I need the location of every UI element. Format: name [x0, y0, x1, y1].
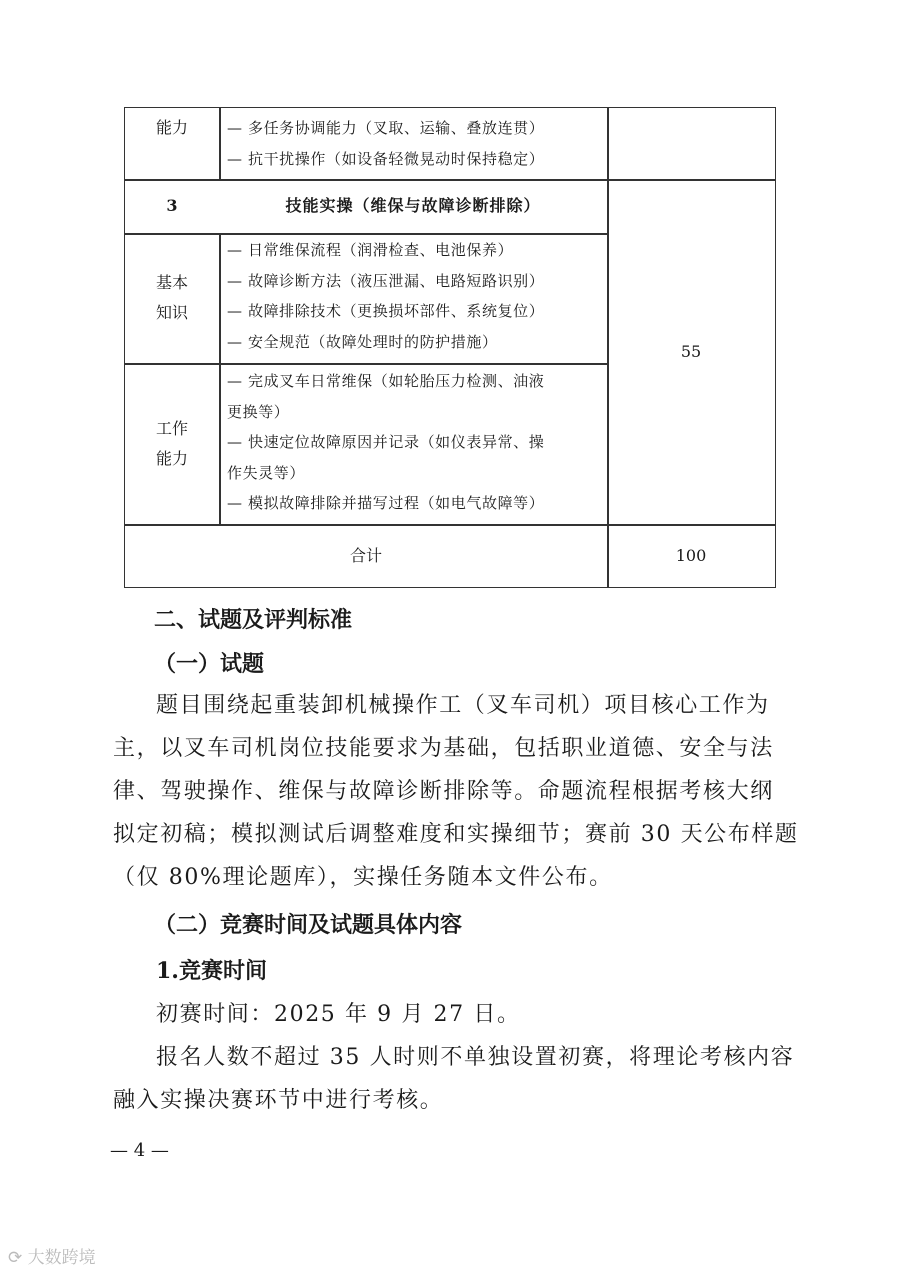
section-title-cell — [219, 179, 607, 233]
total-score: 100 — [675, 545, 707, 565]
paragraph-line: 题目围绕起重装卸机械操作工（叉车司机）项目核心工作为 — [156, 693, 770, 718]
paragraph — [113, 727, 799, 899]
category-cell — [125, 363, 219, 524]
category-cell — [125, 108, 219, 148]
subsection-heading: （一）试题 — [154, 651, 265, 677]
subsection-heading: 1.竞赛时间 — [156, 958, 267, 984]
paragraph-line: 融入实操决赛环节中进行考核。 — [113, 1088, 444, 1113]
table-divider — [219, 108, 221, 179]
list-item: — 故障排除技术（更换损坏部件、系统复位） — [227, 302, 545, 320]
paragraph-line: （仅 80%理论题库），实操任务随本文件公布。 — [113, 865, 613, 890]
paragraph — [113, 1079, 443, 1122]
paragraph-line: 律、驾驶操作、维保与故障诊断排除等。命题流程根据考核大纲 — [113, 779, 774, 804]
list-item: 更换等） — [227, 402, 290, 421]
list-item: — 模拟故障排除并描写过程（如电气故障等） — [227, 494, 545, 512]
table-divider — [219, 233, 221, 524]
list-item: — 多任务协调能力（叉取、运输、叠放连贯） — [227, 119, 545, 137]
section-title: 技能实操（维保与故障诊断排除） — [285, 196, 541, 215]
score-value: 55 — [680, 341, 702, 361]
total-label: 合计 — [349, 545, 382, 565]
list-item: — 安全规范（故障处理时的防护措施） — [227, 332, 498, 351]
paragraph: 初赛时间：2025 年 9 月 27 日。 — [156, 1002, 521, 1027]
paragraph — [156, 684, 770, 727]
section-heading: 二、试题及评判标准 — [154, 607, 353, 633]
item-list — [227, 366, 544, 519]
list-item: — 完成叉车日常维保（如轮胎压力检测、油液 — [227, 372, 545, 390]
total-score-cell — [607, 524, 775, 587]
total-label-cell — [125, 524, 607, 587]
paragraph-line: 主，以叉车司机岗位技能要求为基础，包括职业道德、安全与法 — [113, 736, 774, 761]
score-cell — [607, 179, 775, 524]
watermark — [8, 1243, 96, 1268]
paragraph — [156, 1036, 794, 1079]
section-number-cell — [125, 179, 219, 233]
section-number: 3 — [166, 196, 178, 215]
category-label: 知识 — [155, 303, 188, 322]
list-item: — 故障诊断方法（液压泄漏、电路短路识别） — [227, 271, 545, 290]
item-list — [227, 235, 544, 357]
watermark-logo-icon: ⟳ — [8, 1248, 28, 1268]
paragraph-line: 拟定初稿；模拟测试后调整难度和实操细节；赛前 30 天公布样题 — [113, 822, 799, 847]
list-item: — 快速定位故障原因并记录（如仪表异常、操 — [227, 433, 545, 451]
category-label: 工作 — [155, 418, 188, 438]
category-label: 基本 — [155, 273, 188, 292]
category-label: 能力 — [155, 118, 188, 137]
page-number: — 4 — — [110, 1140, 169, 1161]
list-item: — 日常维保流程（润滑检查、电池保养） — [227, 241, 514, 259]
score-table — [124, 107, 776, 588]
item-list — [227, 113, 544, 174]
list-item: 作失灵等） — [227, 463, 306, 482]
category-label: 能力 — [155, 448, 188, 468]
category-cell — [125, 233, 219, 363]
list-item: — 抗干扰操作（如设备轻微晃动时保持稳定） — [227, 149, 545, 168]
watermark-text: 大数跨境 — [27, 1248, 96, 1268]
subsection-heading: （二）竞赛时间及试题具体内容 — [154, 912, 463, 938]
paragraph-line: 报名人数不超过 35 人时则不单独设置初赛，将理论考核内容 — [156, 1045, 795, 1070]
